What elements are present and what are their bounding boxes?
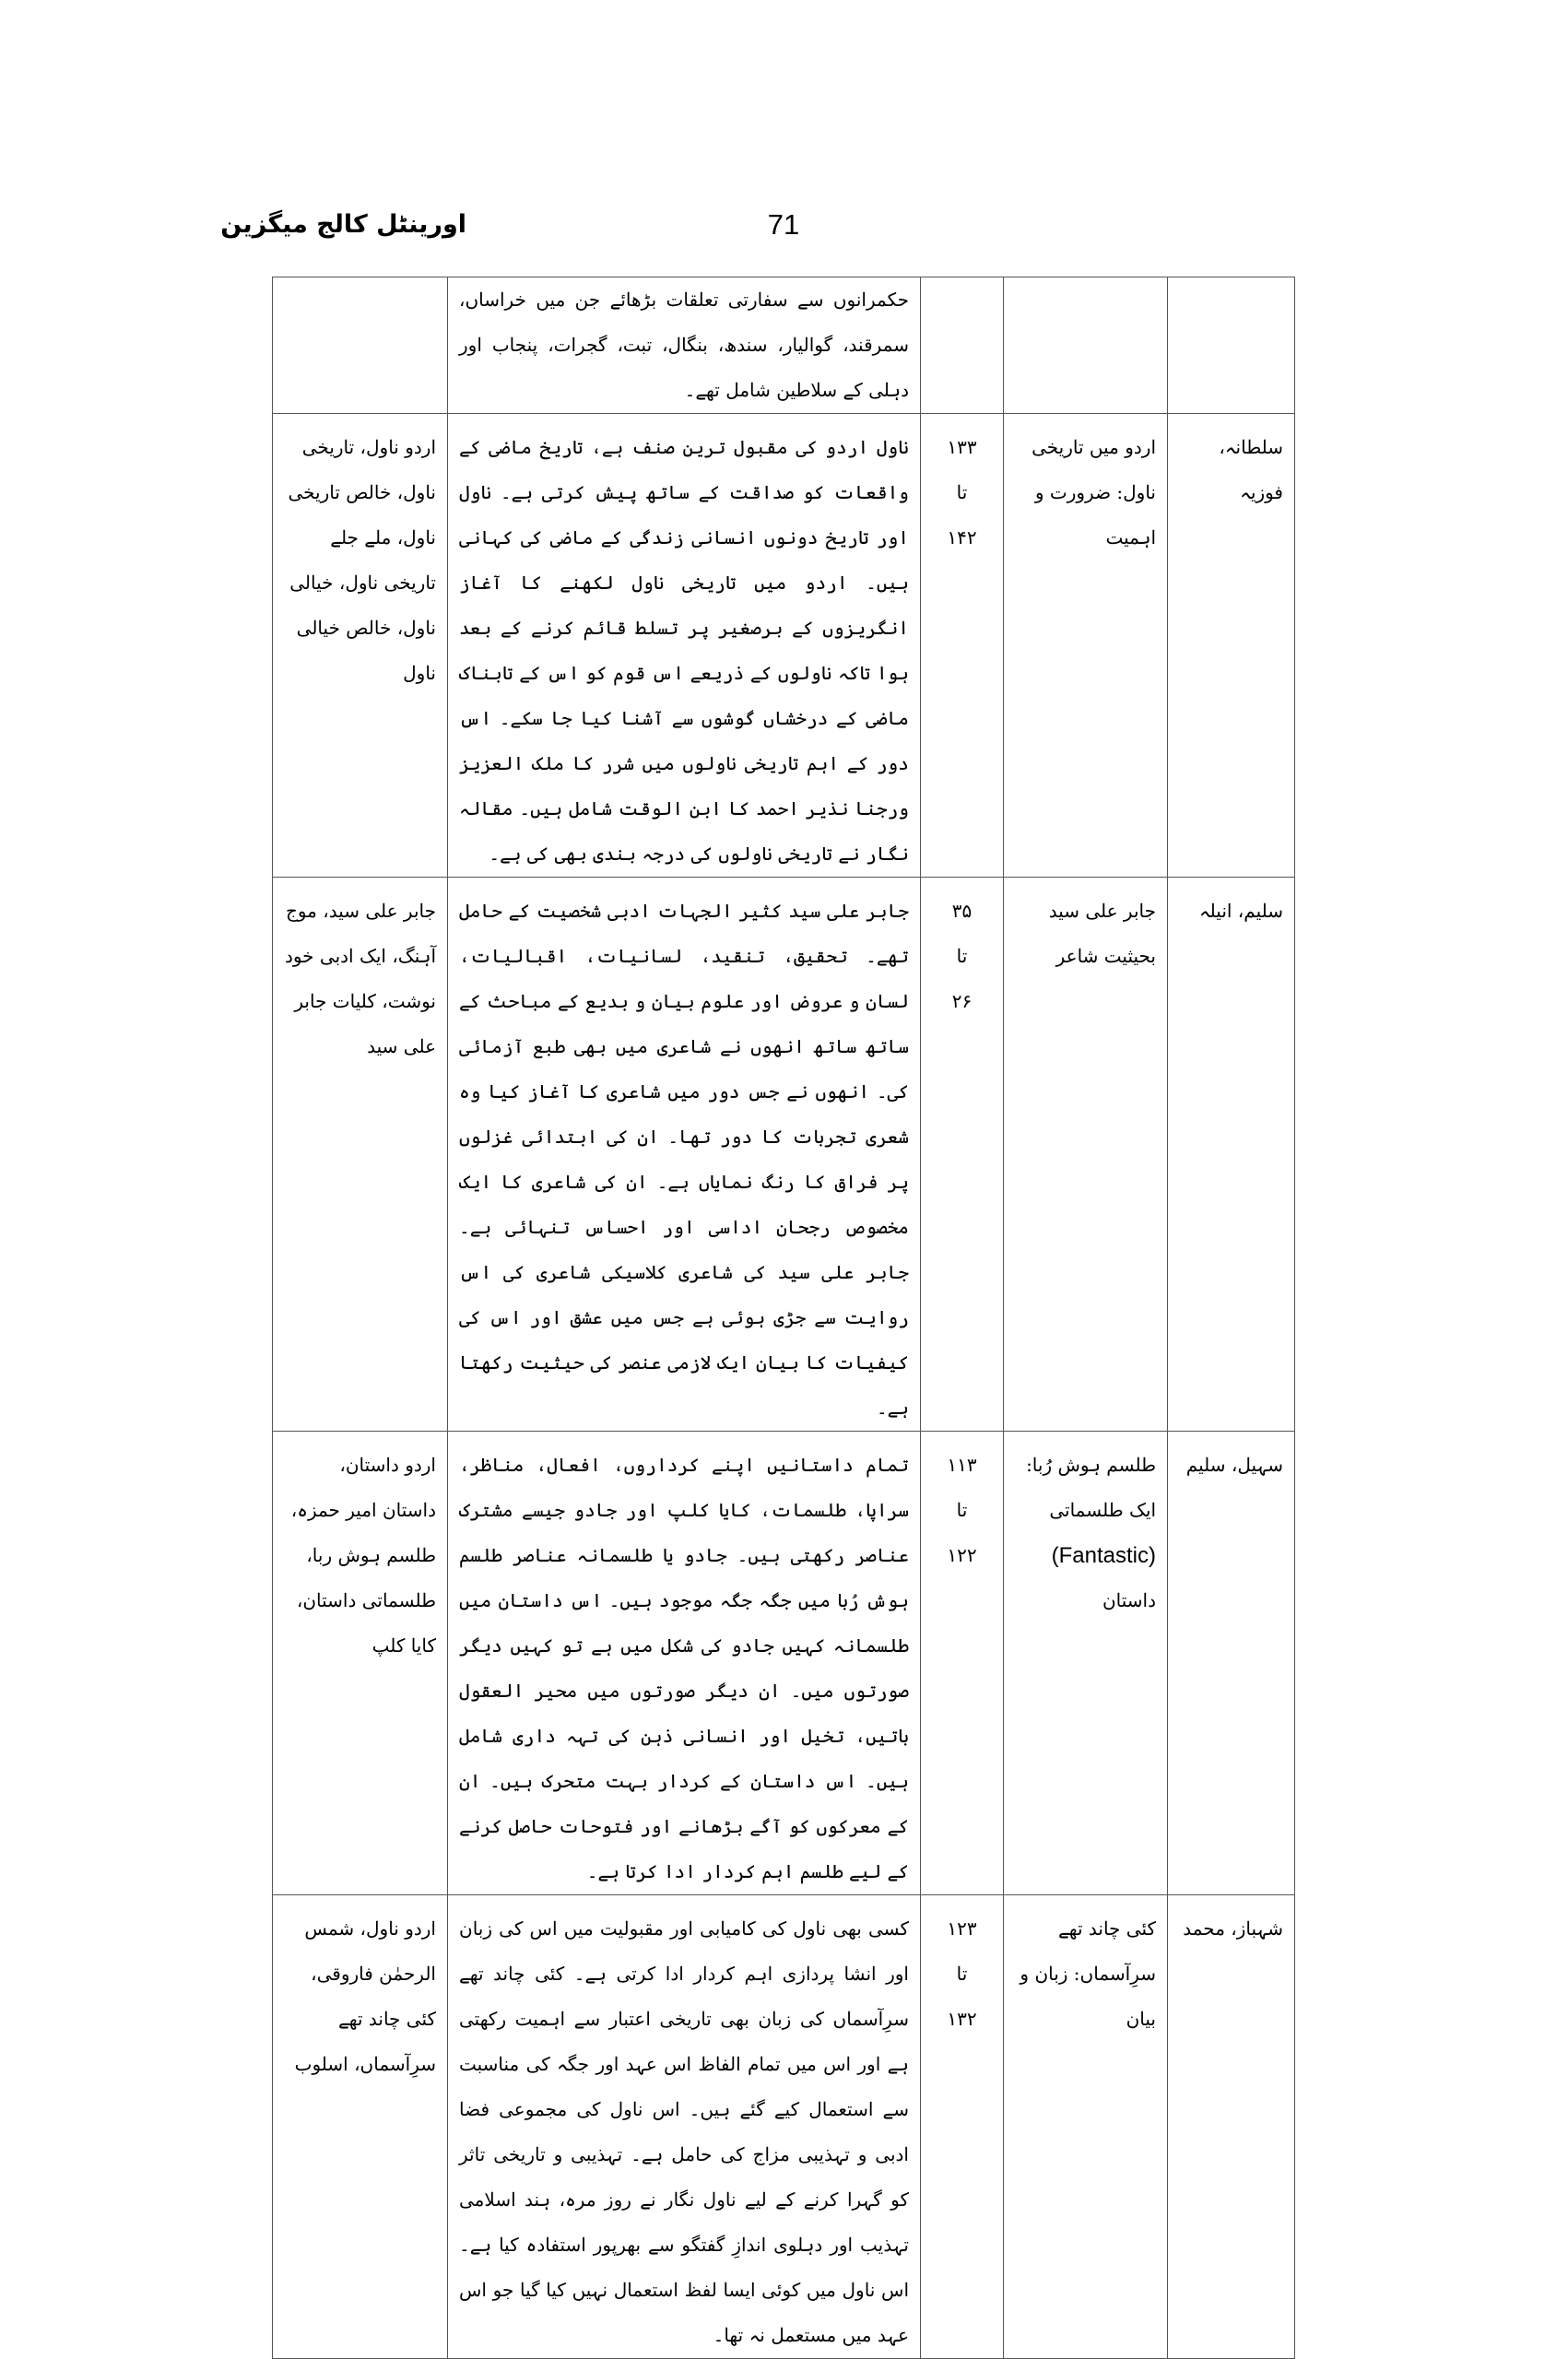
pages-cell	[921, 277, 1004, 414]
pages-cell	[921, 1895, 1004, 2359]
author-cell: سلیم، انیلہ	[1168, 878, 1295, 1432]
table-row	[273, 1432, 1295, 1895]
pages-cell	[921, 414, 1004, 878]
table-row	[273, 414, 1295, 878]
title-cell: کئی چاند تھے سرِآسماں: زبان و بیان	[1004, 1895, 1168, 2359]
page-separator: تا	[956, 945, 968, 967]
title-text-end: داستان	[1102, 1589, 1156, 1611]
title-cell	[1004, 1432, 1168, 1895]
journal-title: اورینٹل کالج میگزین	[220, 210, 466, 239]
author-cell: سلطانہ، فوزیہ	[1168, 414, 1295, 878]
article-table	[272, 277, 1295, 2359]
keywords-cell	[273, 277, 448, 414]
title-cell	[1004, 277, 1168, 414]
abstract-cell: جابر علی سید کثیر الجہات ادبی شخصیت کے حامل تھے۔ تحقیق، تنقید، لسانیات، اقبالیات، لسان و عروض اور علوم بیان و بدیع کے مباحث کے ساتھ ساتھ انھوں نے شاعری میں بھی طبع آزمائی کی۔ انھوں نے جس دور میں شاعری کا آغاز کیا وہ شعری تجربات کا دور تھا۔ ان کی ابتدائی غزلوں پر فراق کا رنگ نمایاں ہے۔ ان کی شاعری کا ایک مخصوص رجحان اداسی اور احساس تنہائی ہے۔ جابر علی سید کی شاعری کلاسیکی شاعری کی اس روایت سے جڑی ہوئی ہے جس میں عشق اور اس کی کیفیات کا بیان ایک لازمی عنصر کی حیثیت رکھتا ہے۔	[448, 878, 921, 1432]
keywords-cell: جابر علی سید، موج آہنگ، ایک ادبی خود نوشت، کلیات جابر علی سید	[273, 878, 448, 1432]
table-row	[273, 277, 1295, 414]
keywords-cell: اردو ناول، شمس الرحمٰن فاروقی، کئی چاند تھے سرِآسماں، اسلوب	[273, 1895, 448, 2359]
page-start: ۳۵	[951, 900, 973, 922]
abstract-cell: تمام داستانیں اپنے کرداروں، افعال، مناظر، سراپا، طلسمات، کایا کلپ اور جادو جیسے مشترک عناصر رکھتی ہیں۔ جادو یا طلسمانہ عناصر طلسم ہوش رُبا میں جگہ جگہ موجود ہیں۔ اس داستان میں طلسمانہ کہیں جادو کی شکل میں ہے تو کہیں دیگر صورتوں میں۔ ان دیگر صورتوں میں محیر العقول باتیں، تخیل اور انسانی ذہن کی تہہ داری شامل ہیں۔ اس داستان کے کردار بہت متحرک ہیں۔ ان کے معرکوں کو آگے بڑھانے اور فتوحات حاصل کرنے کے لیے طلسم اہم کردار ادا کرتا ہے۔	[448, 1432, 921, 1895]
title-cell: جابر علی سید بحیثیت شاعر	[1004, 878, 1168, 1432]
page-start: ۱۱۳	[947, 1454, 977, 1476]
abstract-cell: ناول اردو کی مقبول ترین صنف ہے، تاریخ ماضی کے واقعات کو صداقت کے ساتھ پیش کرتی ہے۔ ناول اور تاریخ دونوں انسانی زندگی کے ماضی کی کہانی ہیں۔ اردو میں تاریخی ناول لکھنے کا آغاز انگریزوں کے برصغیر پر تسلط قائم کرنے کے بعد ہوا تاکہ ناولوں کے ذریعے اس قوم کو اس کے تابناک ماضی کے درخشاں گوشوں سے آشنا کیا جا سکے۔ اس دور کے اہم تاریخی ناولوں میں شرر کا ملک العزیز ورجنا نذیر احمد کا ابن الوقت شامل ہیں۔ مقالہ نگار نے تاریخی ناولوں کی درجہ بندی بھی کی ہے۔	[448, 414, 921, 878]
author-cell	[1168, 277, 1295, 414]
title-latin: (Fantastic)	[1051, 1543, 1156, 1568]
author-cell: شہباز، محمد	[1168, 1895, 1295, 2359]
page-end: ۱۴۲	[947, 526, 977, 548]
abstract-cell: کسی بھی ناول کی کامیابی اور مقبولیت میں اس کی زبان اور انشا پردازی اہم کردار ادا کرتی ہے۔ کئی چاند تھے سرِآسماں کی زبان بھی تاریخی اعتبار سے اہمیت رکھتی ہے اور اس میں تمام الفاظ اس عہد اور جگہ کی مناسبت سے استعمال کیے گئے ہیں۔ اس ناول کی مجموعی فضا ادبی و تہذیبی مزاج کی حامل ہے۔ تہذیبی و تاریخی تاثر کو گہرا کرنے کے لیے ناول نگار نے روز مرہ، ہند اسلامی تہذیب اور دہلوی اندازِ گفتگو سے بھرپور استفادہ کیا ہے۔ اس ناول میں کوئی ایسا لفظ استعمال نہیں کیا گیا جو اس عہد میں مستعمل نہ تھا۔	[448, 1895, 921, 2359]
pages-cell	[921, 878, 1004, 1432]
page-end: ۱۳۲	[947, 2008, 977, 2030]
abstract-cell: حکمرانوں سے سفارتی تعلقات بڑھائے جن میں خراساں، سمرقند، گوالیار، سندھ، بنگال، تبت، گجرات، پنجاب اور دہلی کے سلاطین شامل تھے۔	[448, 277, 921, 414]
page-start: ۱۳۳	[947, 436, 977, 458]
page-end: ۲۶	[951, 990, 973, 1012]
page-number: 71	[767, 208, 800, 241]
table-row	[273, 878, 1295, 1432]
page-separator: تا	[956, 481, 968, 503]
table-row	[273, 1895, 1295, 2359]
title-cell: اردو میں تاریخی ناول: ضرورت و اہمیت	[1004, 414, 1168, 878]
page-separator: تا	[956, 1963, 968, 1985]
author-cell: سہیل، سلیم	[1168, 1432, 1295, 1895]
title-text: طلسم ہوش رُبا: ایک طلسماتی	[1026, 1454, 1156, 1521]
page-separator: تا	[956, 1499, 968, 1521]
pages-cell	[921, 1432, 1004, 1895]
keywords-cell: اردو ناول، تاریخی ناول، خالص تاریخی ناول، ملے جلے تاریخی ناول، خیالی ناول، خالص خیالی ناول	[273, 414, 448, 878]
page-end: ۱۲۲	[947, 1544, 977, 1566]
keywords-cell: اردو داستان، داستان امیر حمزہ، طلسم ہوش ربا، طلسماتی داستان، کایا کلپ	[273, 1432, 448, 1895]
page-start: ۱۲۳	[947, 1917, 977, 1940]
